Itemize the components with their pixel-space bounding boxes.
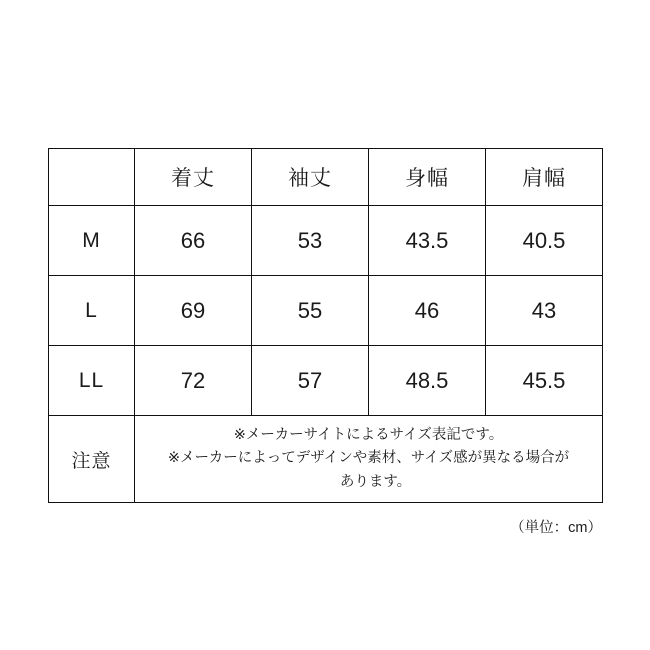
unit-note: （単位：cm） — [510, 520, 602, 536]
cell-ll-shoulder: 45.5 — [486, 346, 603, 416]
note-label: 注意 — [49, 416, 135, 503]
note-line-3: あります。 — [339, 473, 412, 490]
table-corner-cell — [49, 149, 135, 206]
cell-m-shoulder: 40.5 — [486, 206, 603, 276]
column-header-sleeve: 袖丈 — [252, 149, 369, 206]
note-line-2: ※メーカーによってデザインや素材、サイズ感が異なる場合が — [167, 450, 570, 467]
table-row — [49, 346, 603, 416]
cell-l-sleeve: 55 — [252, 276, 369, 346]
cell-l-shoulder: 43 — [486, 276, 603, 346]
row-header-size-ll: LL — [49, 346, 135, 416]
column-header-length: 着丈 — [135, 149, 252, 206]
cell-m-sleeve: 53 — [252, 206, 369, 276]
cell-ll-length: 72 — [135, 346, 252, 416]
cell-l-length: 69 — [135, 276, 252, 346]
cell-m-width: 43.5 — [369, 206, 486, 276]
size-table — [48, 148, 603, 503]
note-line-1: ※メーカーサイトによるサイズ表記です。 — [233, 426, 504, 443]
table-row — [49, 206, 603, 276]
table-note-row — [49, 416, 603, 503]
cell-l-width: 46 — [369, 276, 486, 346]
cell-ll-width: 48.5 — [369, 346, 486, 416]
size-table-container — [48, 148, 602, 503]
note-text — [135, 416, 603, 503]
table-row — [49, 276, 603, 346]
row-header-size-l: L — [49, 276, 135, 346]
table-header-row — [49, 149, 603, 206]
column-header-width: 身幅 — [369, 149, 486, 206]
column-header-shoulder: 肩幅 — [486, 149, 603, 206]
cell-m-length: 66 — [135, 206, 252, 276]
row-header-size-m: M — [49, 206, 135, 276]
cell-ll-sleeve: 57 — [252, 346, 369, 416]
